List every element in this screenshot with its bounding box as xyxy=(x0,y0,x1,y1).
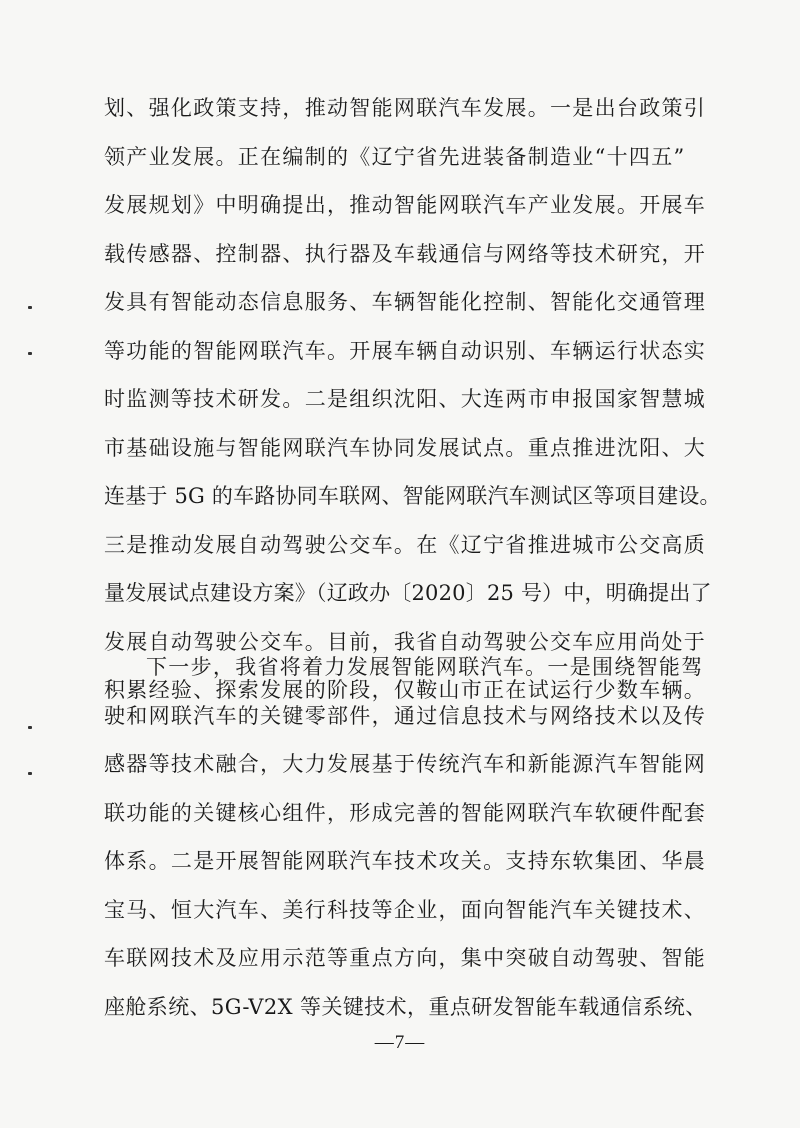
text-line: 座舱系统、5G-V2X 等关键技术，重点研发智能车载通信系统、 xyxy=(104,994,707,1019)
text-line: 连基于 5G 的车路协同车联网、智能网联汽车测试区等项目建设。 xyxy=(104,484,721,508)
text-line: 联功能的关键核心组件，形成完善的智能网联汽车软硬件配套 xyxy=(104,800,707,825)
text-line: 感器等技术融合，大力发展基于传统汽车和新能源汽车智能网 xyxy=(104,752,707,776)
scan-artifact xyxy=(28,352,32,355)
text-line: 发展自动驾驶公交车。目前，我省自动驾驶公交车应用尚处于 xyxy=(104,629,707,654)
scan-artifact xyxy=(28,306,32,309)
text-line: 市基础设施与智能网联汽车协同发展试点。重点推进沈阳、大 xyxy=(104,435,707,460)
text-line: 等功能的智能网联汽车。开展车辆自动识别、车辆运行状态实 xyxy=(104,338,707,363)
body-paragraph-2 xyxy=(104,643,716,1031)
text-line: 载传感器、控制器、执行器及车载通信与网络等技术研究，开 xyxy=(104,241,707,266)
text-line: 领产业发展。正在编制的《辽宁省先进装备制造业“十四五” xyxy=(104,144,686,169)
text-line: 量发展试点建设方案》（辽政办〔2020〕25 号）中，明确提出了 xyxy=(104,581,712,605)
text-line: 车联网技术及应用示范等重点方向，集中突破自动驾驶、智能 xyxy=(104,946,707,970)
body-paragraph-1 xyxy=(104,84,721,715)
text-line: 三是推动发展自动驾驶公交车。在《辽宁省推进城市公交高质 xyxy=(104,532,707,557)
text-line: 积累经验、探索发展的阶段，仅鞍山市正在试运行少数车辆。 xyxy=(104,678,707,702)
text-line: 划、强化政策支持，推动智能网联汽车发展。一是出台政策引 xyxy=(104,96,707,120)
text-line: 时监测等技术研发。二是组织沈阳、大连两市申报国家智慧城 xyxy=(104,387,707,411)
text-line: 宝马、恒大汽车、美行科技等企业，面向智能汽车关键技术、 xyxy=(104,897,707,922)
text-line: 驶和网联汽车的关键零部件，通过信息技术与网络技术以及传 xyxy=(104,703,707,728)
text-line: 体系。二是开展智能网联汽车技术攻关。支持东软集团、华晨 xyxy=(104,849,707,873)
text-line: 发具有智能动态信息服务、车辆智能化控制、智能化交通管理 xyxy=(104,290,707,314)
text-line: 下一步，我省将着力发展智能网联汽车。一是围绕智能驾 xyxy=(146,655,704,679)
page-number: —7— xyxy=(374,1032,426,1053)
scan-artifact xyxy=(28,772,32,775)
scan-artifact xyxy=(28,726,32,729)
text-line: 发展规划》中明确提出，推动智能网联汽车产业发展。开展车 xyxy=(104,193,707,217)
